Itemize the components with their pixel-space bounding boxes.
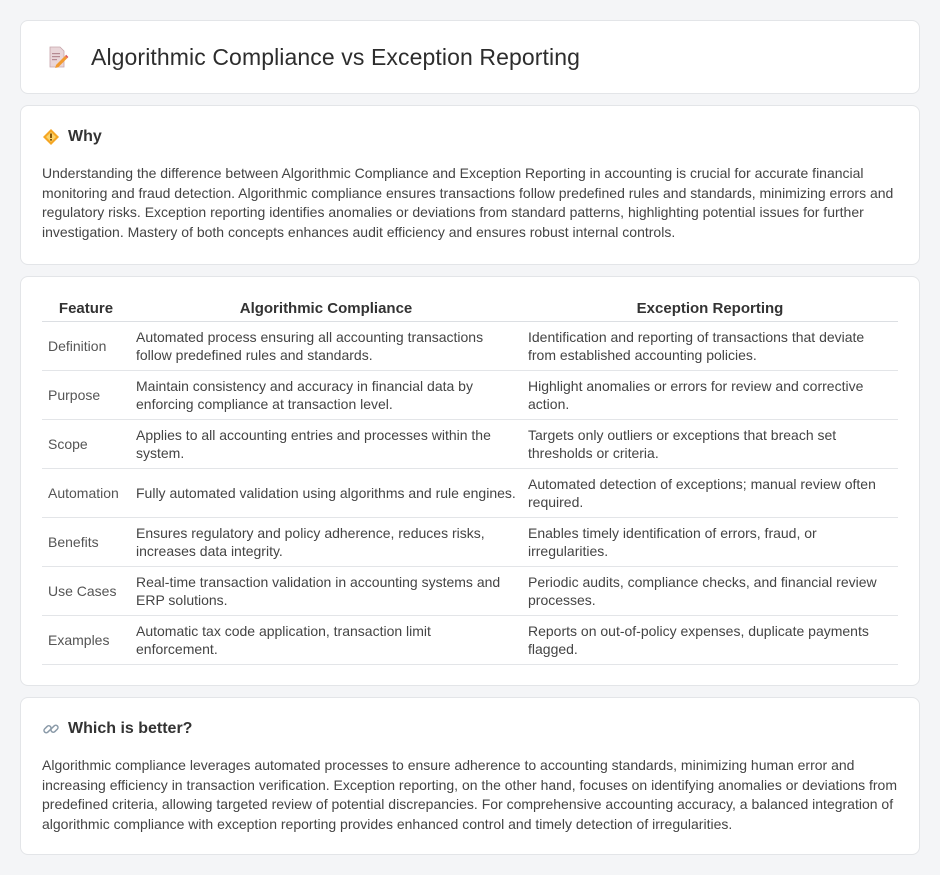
algorithmic-compliance-cell: Automatic tax code application, transaction limit enforcement. <box>130 615 522 664</box>
table-row <box>42 566 898 615</box>
algorithmic-compliance-cell: Real-time transaction validation in accounting systems and ERP solutions. <box>130 566 522 615</box>
header-algorithmic-compliance: Algorithmic Compliance <box>130 297 522 321</box>
why-text: Understanding the difference between Algorithmic Compliance and Exception Reporting in accounting is crucial for accurate financial monitoring and fraud detection. Algorithmic compliance ensures transactions follow predefined rules and standards, minimizing errors and regulatory risks. Exception reporting identifies anomalies or deviations from standard patterns, highlighting potential issues for further investigation. Mastery of both concepts enhances audit efficiency and ensures robust internal controls. <box>42 165 894 240</box>
feature-cell: Definition <box>42 321 130 370</box>
table-row <box>42 370 898 419</box>
table-row <box>42 468 898 517</box>
header-card <box>20 20 920 94</box>
table-row <box>42 321 898 370</box>
why-heading: Why <box>68 128 102 145</box>
warning-diamond-icon <box>42 128 60 146</box>
exception-reporting-cell: Reports on out-of-policy expenses, duplicate payments flagged. <box>522 615 898 664</box>
feature-cell: Scope <box>42 419 130 468</box>
feature-cell: Examples <box>42 615 130 664</box>
algorithmic-compliance-cell: Ensures regulatory and policy adherence, reduces risks, increases data integrity. <box>130 517 522 566</box>
feature-cell: Automation <box>42 468 130 517</box>
algorithmic-compliance-cell: Fully automated validation using algorithms and rule engines. <box>130 468 522 517</box>
why-section <box>20 105 920 265</box>
document-pencil-icon <box>45 45 69 69</box>
which-heading: Which is better? <box>68 720 193 737</box>
algorithmic-compliance-cell: Maintain consistency and accuracy in financial data by enforcing compliance at transaction level. <box>130 370 522 419</box>
feature-cell: Use Cases <box>42 566 130 615</box>
table-row <box>42 615 898 664</box>
link-icon <box>42 720 60 738</box>
which-section <box>20 697 920 855</box>
header-exception-reporting: Exception Reporting <box>522 297 898 321</box>
which-heading-row <box>42 720 898 738</box>
exception-reporting-cell: Automated detection of exceptions; manual review often required. <box>522 468 898 517</box>
table-row <box>42 419 898 468</box>
exception-reporting-cell: Targets only outliers or exceptions that breach set thresholds or criteria. <box>522 419 898 468</box>
exception-reporting-cell: Identification and reporting of transactions that deviate from established accounting policies. <box>522 321 898 370</box>
page-title: Algorithmic Compliance vs Exception Reporting <box>91 43 580 70</box>
feature-cell: Benefits <box>42 517 130 566</box>
table-row <box>42 517 898 566</box>
which-text: Algorithmic compliance leverages automated processes to ensure adherence to accounting standards, minimizing human error and increasing efficiency in transaction verification. Exception reporting, on the other hand, focuses on identifying anomalies or deviations from predefined criteria, allowing targeted review of potential discrepancies. For comprehensive accounting accuracy, a balanced integration of algorithmic compliance with exception reporting provides enhanced control and timely detection of irregularities. <box>42 757 897 832</box>
feature-cell: Purpose <box>42 370 130 419</box>
exception-reporting-cell: Highlight anomalies or errors for review and corrective action. <box>522 370 898 419</box>
header-feature: Feature <box>42 297 130 321</box>
exception-reporting-cell: Enables timely identification of errors, fraud, or irregularities. <box>522 517 898 566</box>
table-header-row <box>42 297 898 321</box>
why-heading-row <box>42 128 898 146</box>
algorithmic-compliance-cell: Automated process ensuring all accounting transactions follow predefined rules and standards. <box>130 321 522 370</box>
comparison-table-card <box>20 276 920 686</box>
exception-reporting-cell: Periodic audits, compliance checks, and financial review processes. <box>522 566 898 615</box>
algorithmic-compliance-cell: Applies to all accounting entries and processes within the system. <box>130 419 522 468</box>
comparison-table <box>42 297 898 665</box>
